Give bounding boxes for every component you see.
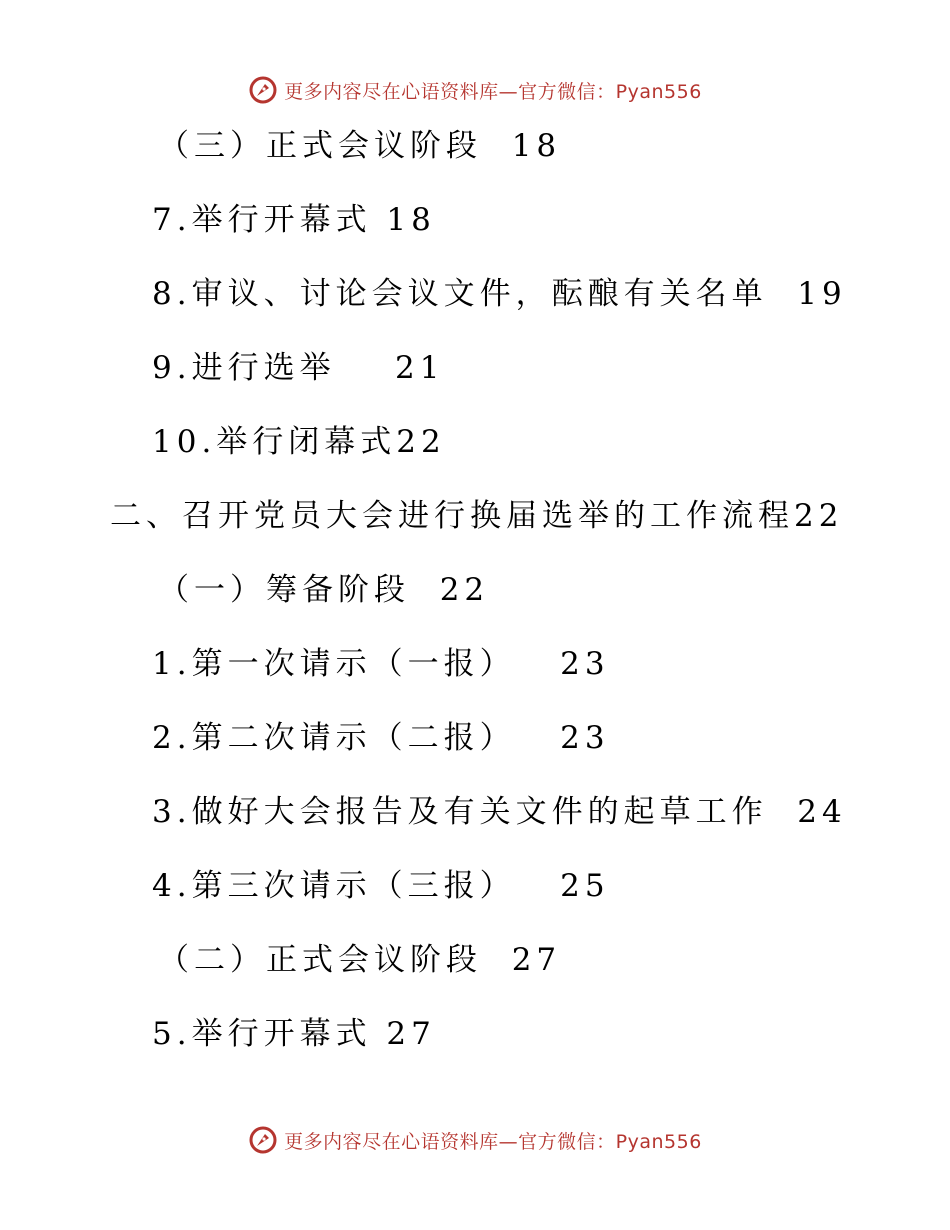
- toc-entry: 10.举行闭幕式22: [152, 424, 446, 460]
- header-text: 更多内容尽在心语资料库—官方微信：Pyan556: [284, 80, 702, 103]
- toc-entry: 3.做好大会报告及有关文件的起草工作 24: [152, 794, 847, 830]
- toc-entry: 5.举行开幕式 27: [152, 1016, 436, 1052]
- toc-entry: 二、召开党员大会进行换届选举的工作流程22: [110, 498, 844, 534]
- toc-entry: 2.第二次请示（二报） 23: [152, 720, 610, 756]
- toc-entry: （二）正式会议阶段 27: [158, 942, 562, 978]
- toc-entry: （一）筹备阶段 22: [158, 572, 490, 608]
- toc-entry: 4.第三次请示（三报） 25: [152, 868, 610, 904]
- footer-text: 更多内容尽在心语资料库—官方微信：Pyan556: [284, 1130, 702, 1153]
- toc-entry: 7.举行开幕式 18: [152, 202, 436, 238]
- toc-entry: 8.审议、讨论会议文件，酝酿有关名单 19: [152, 276, 847, 312]
- toc-entry: 9.进行选举 21: [152, 350, 445, 386]
- pen-nib-circle-icon: [248, 1125, 278, 1155]
- footer-banner: [0, 1120, 950, 1160]
- toc-entry: 1.第一次请示（一报） 23: [152, 646, 610, 682]
- toc-entry: （三）正式会议阶段 18: [158, 128, 562, 164]
